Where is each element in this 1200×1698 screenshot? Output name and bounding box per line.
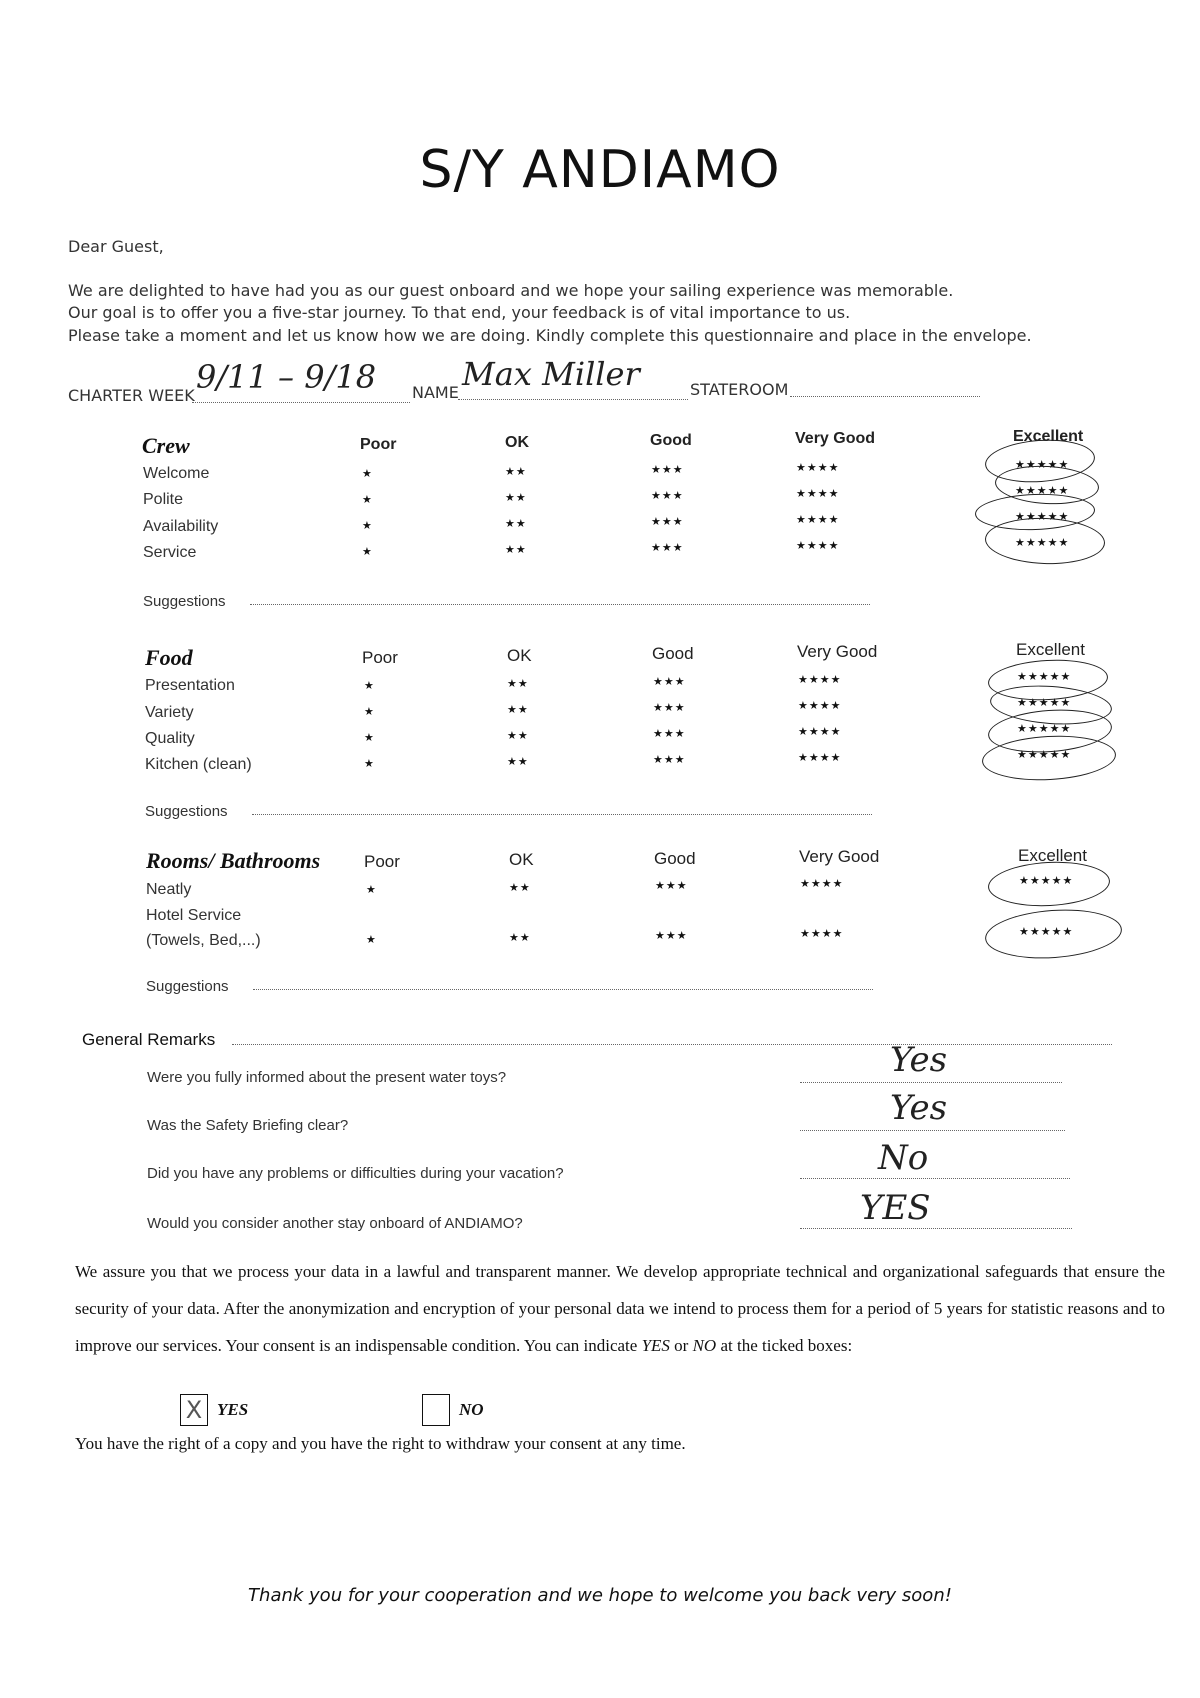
- crew-suggestions-label: Suggestions: [143, 593, 226, 610]
- stateroom-field[interactable]: [790, 396, 980, 397]
- consent-yes-label: YES: [217, 1400, 249, 1419]
- name-value: Max Miller: [462, 355, 640, 393]
- star-rating-3[interactable]: ★★★: [655, 930, 688, 942]
- salutation: Dear Guest,: [68, 237, 164, 256]
- star-rating-1[interactable]: ★: [362, 546, 373, 558]
- star-rating-2[interactable]: ★★: [505, 544, 527, 556]
- star-rating-1[interactable]: ★: [362, 468, 373, 480]
- star-rating-2[interactable]: ★★: [505, 466, 527, 478]
- star-rating-2[interactable]: ★★: [507, 756, 529, 768]
- general-remarks-label: General Remarks: [82, 1030, 216, 1049]
- food-item-variety: Variety: [145, 704, 194, 721]
- crew-item-availability: Availability: [143, 518, 219, 535]
- star-rating-4[interactable]: ★★★★: [800, 878, 844, 890]
- rooms-suggestions-label: Suggestions: [146, 978, 229, 995]
- food-item-quality: Quality: [145, 730, 195, 747]
- crew-item-service: Service: [143, 544, 197, 561]
- food-title: Food: [145, 645, 193, 670]
- consent-yes-checkbox[interactable]: [180, 1394, 208, 1426]
- general-remarks-field[interactable]: [232, 1044, 1112, 1045]
- col-ok: OK: [507, 646, 532, 665]
- rooms-suggestions-field[interactable]: [253, 989, 873, 990]
- crew-title: Crew: [142, 433, 190, 458]
- question-problems: Did you have any problems or difficulties during your vacation?: [147, 1165, 564, 1182]
- name-label: NAME: [412, 383, 459, 402]
- intro-line-1: We are delighted to have had you as our guest onboard and we hope your sailing experience was memorable.: [68, 281, 954, 300]
- star-rating-5[interactable]: ★★★★★: [1017, 697, 1072, 709]
- thank-you-note: Thank you for your cooperation and we hope to welcome you back very soon!: [248, 1585, 952, 1606]
- col-excellent: Excellent: [1018, 846, 1087, 865]
- consent-paragraph: [75, 1253, 1165, 1364]
- star-rating-2[interactable]: ★★: [509, 882, 531, 894]
- consent-or-word: or: [674, 1336, 689, 1355]
- consent-no-label: NO: [459, 1400, 484, 1419]
- col-very-good: Very Good: [797, 642, 878, 661]
- star-rating-3[interactable]: ★★★: [651, 516, 684, 528]
- crew-suggestions-field[interactable]: [250, 604, 870, 605]
- rooms-title: Rooms/ Bathrooms: [146, 848, 321, 873]
- question-another-stay: Would you consider another stay onboard of ANDIAMO?: [147, 1215, 523, 1232]
- answer-field[interactable]: [800, 1178, 1070, 1179]
- question-water-toys: Were you fully informed about the present water toys?: [147, 1069, 507, 1086]
- star-rating-3[interactable]: ★★★: [651, 464, 684, 476]
- rooms-item-hotel-service: Hotel Service: [146, 907, 242, 924]
- star-rating-4[interactable]: ★★★★: [798, 726, 842, 738]
- col-poor: Poor: [360, 436, 397, 453]
- page-title: S/Y ANDIAMO: [419, 140, 781, 200]
- star-rating-4[interactable]: ★★★★: [796, 488, 840, 500]
- star-rating-5[interactable]: ★★★★★: [1017, 723, 1072, 735]
- consent-tail: at the ticked boxes:: [720, 1336, 853, 1355]
- col-ok: OK: [509, 850, 534, 869]
- star-rating-2[interactable]: ★★: [505, 518, 527, 530]
- star-rating-5[interactable]: ★★★★★: [1017, 671, 1072, 683]
- star-rating-3[interactable]: ★★★: [651, 490, 684, 502]
- consent-text: We assure you that we process your data in a lawful and transparent manner. We develop appropriate technical and organizational safeguards that ensure the security of your data. After the anonymization and encryption of your personal data we intend to process them for a period of 5 years for statistic reasons and to improve our services. Your consent is an indispensable condition. You can indicate: [75, 1262, 1165, 1355]
- star-rating-3[interactable]: ★★★: [655, 880, 688, 892]
- star-rating-1[interactable]: ★: [366, 884, 377, 896]
- star-rating-2[interactable]: ★★: [509, 932, 531, 944]
- star-rating-2[interactable]: ★★: [507, 678, 529, 690]
- star-rating-4[interactable]: ★★★★: [796, 462, 840, 474]
- col-very-good: Very Good: [799, 847, 880, 866]
- answer-water-toys: Yes: [890, 1040, 948, 1080]
- star-rating-4[interactable]: ★★★★: [796, 514, 840, 526]
- food-suggestions-label: Suggestions: [145, 803, 228, 820]
- name-field[interactable]: [458, 399, 688, 400]
- consent-rights: You have the right of a copy and you have the right to withdraw your consent at any time.: [75, 1434, 686, 1453]
- consent-yes-word: YES: [641, 1336, 670, 1355]
- star-rating-1[interactable]: ★: [366, 934, 377, 946]
- star-rating-2[interactable]: ★★: [505, 492, 527, 504]
- consent-no-checkbox[interactable]: [422, 1394, 450, 1426]
- food-item-kitchen: Kitchen (clean): [145, 756, 252, 773]
- star-rating-1[interactable]: ★: [364, 758, 375, 770]
- selection-circle: [984, 516, 1106, 566]
- check-mark-icon: X: [185, 1396, 203, 1424]
- food-suggestions-field[interactable]: [252, 814, 872, 815]
- col-excellent: Excellent: [1016, 640, 1085, 659]
- star-rating-1[interactable]: ★: [364, 732, 375, 744]
- star-rating-1[interactable]: ★: [364, 706, 375, 718]
- star-rating-4[interactable]: ★★★★: [796, 540, 840, 552]
- star-rating-4[interactable]: ★★★★: [798, 674, 842, 686]
- crew-item-welcome: Welcome: [143, 465, 210, 482]
- star-rating-3[interactable]: ★★★: [653, 676, 686, 688]
- rooms-item-neatly: Neatly: [146, 881, 192, 898]
- star-rating-3[interactable]: ★★★: [651, 542, 684, 554]
- star-rating-5[interactable]: ★★★★★: [1015, 459, 1070, 471]
- charter-week-value: 9/11 – 9/18: [196, 358, 377, 396]
- star-rating-3[interactable]: ★★★: [653, 702, 686, 714]
- col-good: Good: [652, 644, 694, 663]
- col-excellent: Excellent: [1013, 428, 1084, 445]
- answer-field[interactable]: [800, 1082, 1062, 1083]
- col-good: Good: [654, 849, 696, 868]
- charter-week-field[interactable]: [192, 402, 410, 403]
- star-rating-5[interactable]: ★★★★★: [1019, 926, 1074, 938]
- answer-field[interactable]: [800, 1130, 1065, 1131]
- question-safety-briefing: Was the Safety Briefing clear?: [147, 1117, 349, 1134]
- star-rating-4[interactable]: ★★★★: [800, 928, 844, 940]
- answer-another-stay: YES: [860, 1188, 931, 1228]
- star-rating-1[interactable]: ★: [362, 520, 373, 532]
- star-rating-2[interactable]: ★★: [507, 704, 529, 716]
- star-rating-5[interactable]: ★★★★★: [1015, 511, 1070, 523]
- star-rating-3[interactable]: ★★★: [653, 754, 686, 766]
- intro-line-2: Our goal is to offer you a five-star journey. To that end, your feedback is of vital importance to us.: [68, 303, 851, 322]
- selection-circle: [987, 859, 1111, 909]
- star-rating-5[interactable]: ★★★★★: [1015, 537, 1070, 549]
- col-ok: OK: [505, 434, 529, 451]
- charter-week-label: CHARTER WEEK: [68, 386, 195, 405]
- rooms-item-hotel-service-detail: (Towels, Bed,...): [146, 932, 261, 949]
- star-rating-5[interactable]: ★★★★★: [1017, 749, 1072, 761]
- food-item-presentation: Presentation: [145, 677, 235, 694]
- answer-safety-briefing: Yes: [890, 1088, 948, 1128]
- star-rating-2[interactable]: ★★: [507, 730, 529, 742]
- answer-field[interactable]: [800, 1228, 1072, 1229]
- col-poor: Poor: [362, 648, 398, 667]
- star-rating-4[interactable]: ★★★★: [798, 752, 842, 764]
- star-rating-5[interactable]: ★★★★★: [1015, 485, 1070, 497]
- selection-circle: [983, 905, 1123, 962]
- col-very-good: Very Good: [795, 430, 876, 447]
- crew-item-polite: Polite: [143, 491, 184, 508]
- star-rating-1[interactable]: ★: [362, 494, 373, 506]
- star-rating-1[interactable]: ★: [364, 680, 375, 692]
- star-rating-4[interactable]: ★★★★: [798, 700, 842, 712]
- stateroom-label: STATEROOM: [690, 380, 789, 399]
- col-good: Good: [650, 432, 692, 449]
- col-poor: Poor: [364, 852, 400, 871]
- consent-no-word: NO: [692, 1336, 717, 1355]
- intro-line-3: Please take a moment and let us know how we are doing. Kindly complete this questionnaire and place in the envelope.: [68, 326, 1032, 345]
- answer-problems: No: [878, 1138, 929, 1178]
- star-rating-5[interactable]: ★★★★★: [1019, 875, 1074, 887]
- star-rating-3[interactable]: ★★★: [653, 728, 686, 740]
